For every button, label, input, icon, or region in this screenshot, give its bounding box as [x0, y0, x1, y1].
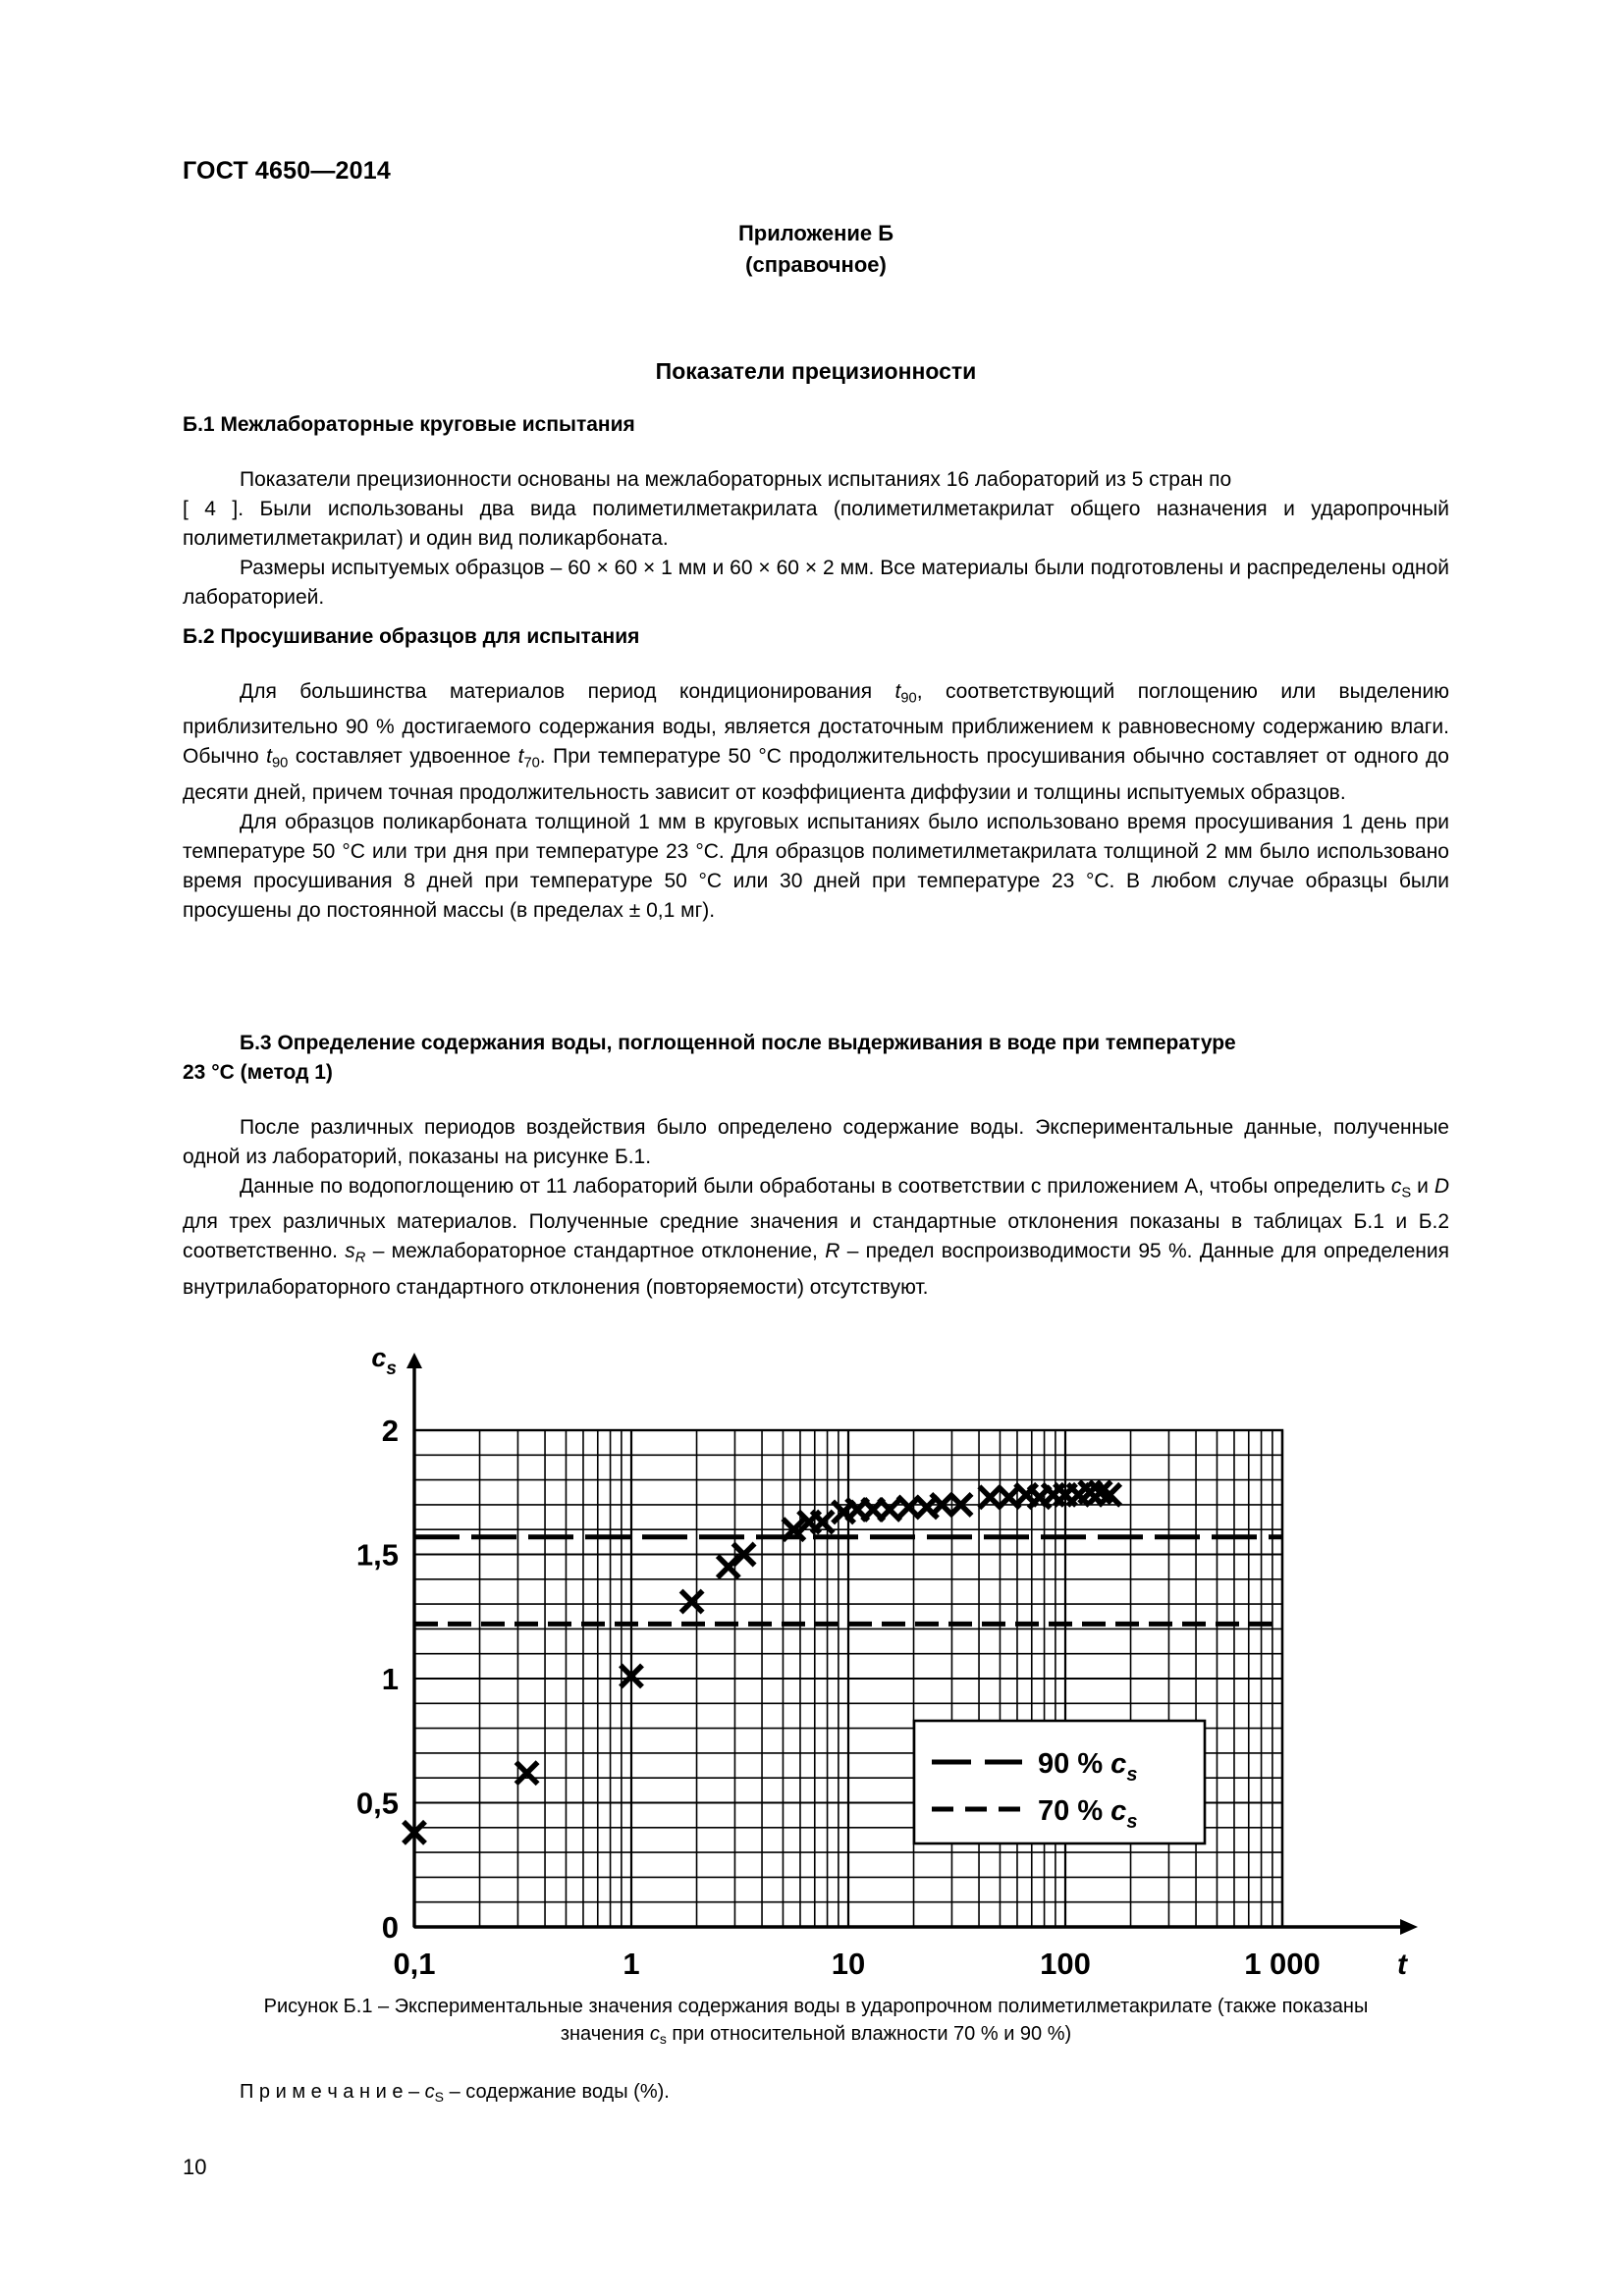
- b3-var-s: s: [345, 1240, 355, 1263]
- note-sub-S: S: [434, 2089, 445, 2106]
- x-tick-labels: [393, 1947, 1320, 1981]
- x-tick-label: 100: [1040, 1947, 1091, 1981]
- b2-p1-t1: Для большинства материалов период кондиционирования: [240, 680, 895, 703]
- note-label: П р и м е ч а н и е –: [240, 2081, 425, 2103]
- note-var-c: c: [424, 2081, 435, 2103]
- section-b3-heading-line2: 23 °С (метод 1): [183, 1061, 333, 1084]
- figure-caption-line1: Рисунок Б.1 – Экспериментальные значения содержания воды в ударопрочном полиметилметакрилате (также показаны: [263, 1996, 1369, 2017]
- b3-sub-S: S: [1401, 1185, 1412, 1201]
- section-b3-heading-line1: Б.3 Определение содержания воды, поглощенной после выдерживания в воде при температуре: [240, 1032, 1236, 1054]
- section-b3-paragraph-1: После различных периодов воздействия было определено содержание воды. Экспериментальные данные, полученные одной из лабораторий, показаны на рисунке Б.1.: [183, 1116, 1449, 1168]
- annex-title-block: [183, 218, 1449, 281]
- data-point-marker: [516, 1762, 538, 1784]
- chart-legend: [914, 1721, 1205, 1843]
- y-tick-label: 2: [381, 1414, 399, 1448]
- b2-sub-90b: 90: [272, 755, 289, 772]
- b2-var-t-70: t: [517, 745, 524, 769]
- fig-cap-var-c: c: [649, 2023, 660, 2045]
- b2-p1-t4: . При температуре 50 °С продолжительность просушивания обычно составляет от одного до десяти дней, причем точная продолжительность зависит от коэффициента диффузии и толщины испытуемых образцов.: [183, 745, 1449, 804]
- fig-cap-a: значения: [560, 2023, 650, 2045]
- b2-sub-70: 70: [523, 755, 540, 772]
- section-b2-heading: Б.2 Просушивание образцов для испытания: [183, 625, 640, 648]
- y-axis-label: $c_s$: [371, 1343, 397, 1379]
- section-b3-paragraph-2: [183, 1172, 1449, 1303]
- fig-cap-b: при относительной влажности 70 % и 90 %): [666, 2023, 1072, 2045]
- y-tick-label: 1: [381, 1662, 399, 1696]
- section-b1-paragraph-1: [183, 465, 1449, 495]
- figure-note: [183, 2081, 1449, 2105]
- legend-label-90: 90 % $c_s$: [1038, 1748, 1138, 1786]
- b3-var-R: R: [825, 1240, 840, 1263]
- b3-p2-t4: – межлабораторное стандартное отклонение,: [365, 1240, 826, 1263]
- y-axis-label-subscript: s: [386, 1359, 397, 1379]
- y-tick-label: 1,5: [355, 1537, 399, 1573]
- legend-label-sub: s: [1126, 1811, 1138, 1833]
- y-axis-arrow-icon: [406, 1353, 422, 1368]
- b3-p2-t2: и: [1411, 1175, 1435, 1198]
- section-b1: [183, 410, 1449, 613]
- page-title: Показатели прецизионности: [655, 358, 977, 384]
- b3-sub-R: R: [354, 1250, 366, 1266]
- section-b2-paragraph-2: Для образцов поликарбоната толщиной 1 мм в круговых испытаниях было использовано время просушивания 1 день при температуре 50 °С или три дня при температуре 23 °С. Для образцов полиметилметакрилата толщиной 2 мм было использовано время просушивания 8 дней при температуре 50 °С или 30 дней при температуре 23 °С. В любом случае образцы были просушены до постоянной массы (в пределах ± 0,1 мг).: [183, 810, 1449, 922]
- chart-canvas: [183, 1335, 1449, 2022]
- annex-title: Приложение Б: [737, 221, 894, 245]
- y-tick-labels: [356, 1414, 399, 1945]
- fig-cap-sub-s: s: [659, 2031, 667, 2048]
- b2-var-t-90a: t: [894, 680, 901, 703]
- document-header: ГОСТ 4650—2014: [183, 157, 391, 185]
- section-b3: [183, 1029, 1449, 1303]
- figure-caption-line2: [183, 2020, 1449, 2053]
- x-tick-label: 1: [623, 1947, 640, 1981]
- section-b1-paragraph-2: Размеры испытуемых образцов – 60 × 60 × 1 мм и 60 × 60 × 2 мм. Все материалы были подготовлены и распределены одной лабораторией.: [183, 557, 1449, 609]
- x-tick-label: 10: [831, 1947, 866, 1981]
- annex-subtitle: (справочное): [745, 252, 887, 277]
- section-b2-paragraph-1: [183, 677, 1449, 808]
- y-tick-label: 0,5: [355, 1786, 399, 1821]
- b2-sub-90a: 90: [900, 690, 917, 707]
- data-point-marker: [879, 1499, 900, 1521]
- b2-p1-t2: , соответствующий поглощению или выделению приблизительно 90 % достигаемого содержания воды, является достаточным приближением к равновесному содержанию влаги. Обычно: [183, 680, 1449, 769]
- legend-label-sub: s: [1126, 1764, 1138, 1786]
- b3-var-D: D: [1434, 1175, 1449, 1198]
- section-b1-heading: Б.1 Межлабораторные круговые испытания: [183, 413, 635, 436]
- section-b1-paragraph-1b: [ 4 ]. Были использованы два вида полиметилметакрилата (полиметилметакрилат общего назначения и ударопрочный полиметилметакрилат) и один вид поликарбоната.: [183, 498, 1449, 550]
- x-axis-arrow-icon: [1400, 1919, 1418, 1935]
- x-tick-label: 0,1: [393, 1947, 436, 1981]
- y-tick-label: 0: [381, 1910, 399, 1945]
- b3-p2-t3: для трех различных материалов. Полученные средние значения и стандартные отклонения показаны в таблицах Б.1 и Б.2 соответственно.: [183, 1210, 1449, 1263]
- b2-p1-t3: составляет удвоенное: [288, 745, 518, 769]
- x-tick-label: 1 000: [1244, 1947, 1321, 1981]
- legend-label-var: c: [1110, 1748, 1127, 1780]
- x-axis-label: t: [1397, 1949, 1407, 1981]
- b3-p2-t5: – предел воспроизводимости 95 %. Данные для определения внутрилабораторного стандартного отклонения (повторяемости) отсутствуют.: [183, 1240, 1450, 1299]
- b3-p2-t1: Данные по водопоглощению от 11 лабораторий были обработаны в соответствии с приложением А, чтобы определить: [240, 1175, 1391, 1198]
- figure-b1: [183, 1335, 1449, 2022]
- note-text: – содержание воды (%).: [444, 2081, 670, 2103]
- section-b2: [183, 622, 1449, 926]
- b2-var-t-90b: t: [266, 745, 273, 769]
- legend-label-70: 70 % $c_s$: [1038, 1795, 1138, 1833]
- b1-p1-a: Показатели прецизионности основаны на межлабораторных испытаниях 16 лабораторий из 5 стран по: [240, 468, 1232, 491]
- figure-caption: [183, 1993, 1449, 2053]
- b3-var-c: c: [1390, 1175, 1402, 1198]
- page-number: 10: [183, 2155, 207, 2179]
- data-point-marker: [681, 1591, 703, 1613]
- legend-label-var: c: [1110, 1795, 1127, 1827]
